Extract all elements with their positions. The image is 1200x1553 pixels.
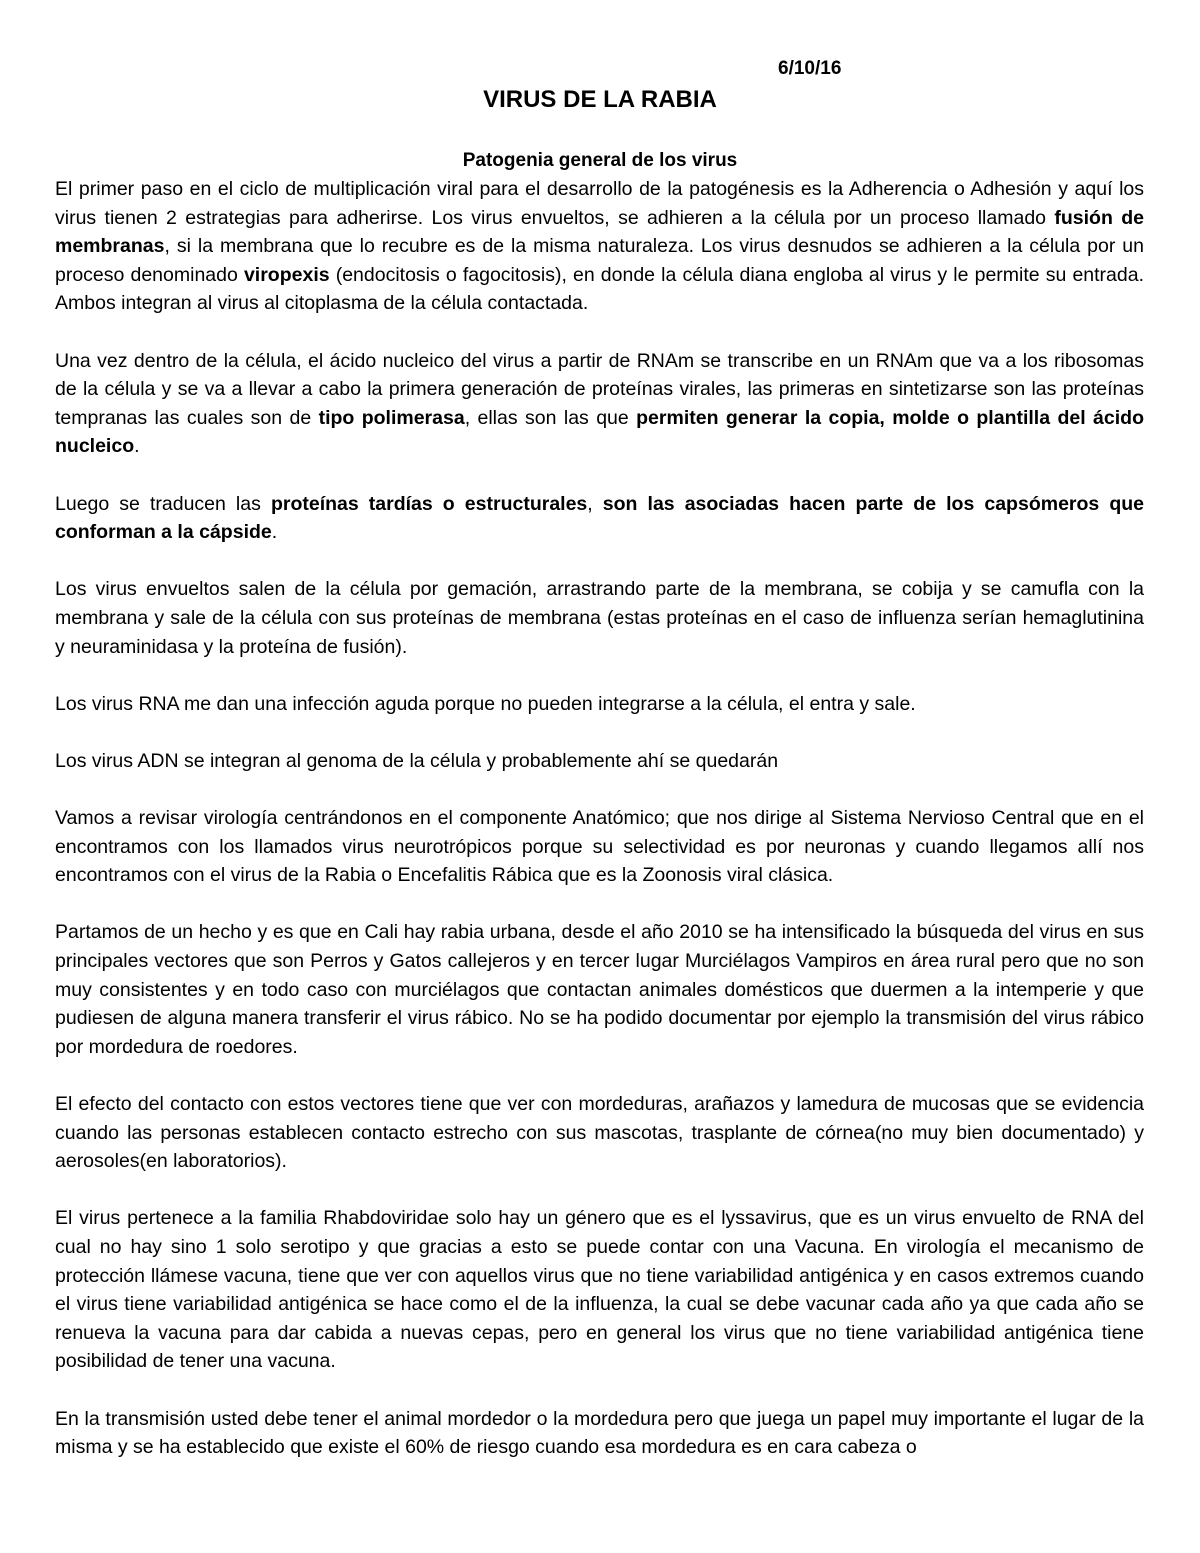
paragraph bbox=[55, 175, 1144, 318]
text-run: Luego se traducen las bbox=[55, 492, 271, 515]
text-run: Los virus ADN se integran al genoma de la célula y probablemente ahí se quedarán bbox=[55, 749, 779, 772]
text-run: , si la membrana que lo recubre es de la misma naturaleza. Los virus desnudos se adhieren a la célula por un proceso denominado bbox=[55, 235, 1144, 286]
text-run: En la transmisión usted debe tener el animal mordedor o la mordedura pero que juega un papel muy importante el lugar de la misma y se ha establecido que existe el 60% de riesgo cuando esa mordedura es en cara cabeza o bbox=[55, 1407, 1144, 1459]
text-run: Partamos de un hecho y es que en Cali hay rabia urbana, desde el año 2010 se ha intensificado la búsqueda del virus en sus principales vectores que son Perros y Gatos callejeros y en tercer lugar Murciélagos Vampiros en área rural pero que no son muy consistentes y en todo caso con murciélagos que contactan animales domésticos que duermen a la intemperie y que pudiesen de alguna manera transferir el virus rábico. No se ha podido documentar por ejemplo la transmisión del virus rábico por mordedura de roedores. bbox=[55, 921, 1144, 1058]
document-title: VIRUS DE LA RABIA bbox=[483, 86, 717, 113]
text-run: , ellas son las que bbox=[464, 406, 637, 429]
text-run: Vamos a revisar virología centrándonos en el componente Anatómico; que nos dirige al Sistema Nervioso Central que en el encontramos con los llamados virus neurotrópicos porque su selectividad es por neuronas y cuando llegamos allí nos encontramos con el virus de la Rabia o Encefalitis Rábica que es la Zoonosis viral clásica. bbox=[55, 807, 1144, 887]
bold-text: fusión de membranas bbox=[55, 206, 1144, 258]
text-run: , bbox=[587, 492, 603, 515]
paragraph bbox=[55, 1090, 1144, 1176]
paragraph bbox=[55, 490, 1144, 547]
bold-text: tipo polimerasa bbox=[318, 406, 465, 429]
bold-text: viropexis bbox=[243, 263, 330, 286]
paragraph bbox=[55, 804, 1144, 890]
text-run: El primer paso en el ciclo de multiplicación viral para el desarrollo de la patogénesis es la Adherencia o Adhesión y aquí los virus tienen 2 estrategias para adherirse. Los virus envueltos, se adhieren a la célula por un proceso llamado bbox=[55, 178, 1144, 229]
bold-text: permiten generar la copia, molde o plantilla del ácido nucleico bbox=[55, 406, 1144, 458]
paragraph bbox=[55, 575, 1144, 661]
text-run: Una vez dentro de la célula, el ácido nucleico del virus a partir de RNAm se transcribe en un RNAm que va a los ribosomas de la célula y se va a llevar a cabo la primera generación de proteínas virales, las primeras en sintetizarse son las proteínas tempranas las cuales son de bbox=[55, 349, 1144, 429]
paragraph bbox=[55, 1405, 1144, 1462]
text-run: El virus pertenece a la familia Rhabdoviridae solo hay un género que es el lyssavirus, que es un virus envuelto de RNA del cual no hay sino 1 solo serotipo y que gracias a esto se puede contar con una Vacuna. En virología el mecanismo de protección llámese vacuna, tiene que ver con aquellos virus que no tiene variabilidad antigénica y en casos extremos cuando el virus tiene variabilidad antigénica se hace como el de la influenza, la cual se debe vacunar cada año ya que cada año se renueva la vacuna para dar cabida a nuevas cepas, pero en general los virus que no tiene variabilidad antigénica tiene posibilidad de tener una vacuna. bbox=[55, 1207, 1144, 1373]
text-run: (endocitosis o fagocitosis), en donde la célula diana engloba al virus y le permite su entrada. Ambos integran al virus al citoplasma de la célula contactada. bbox=[55, 263, 1144, 315]
paragraph bbox=[55, 1204, 1144, 1376]
text-run: El efecto del contacto con estos vectores tiene que ver con mordeduras, arañazos y lamedura de mucosas que se evidencia cuando las personas establecen contacto estrecho con sus mascotas, trasplante de córnea(no muy bien documentado) y aerosoles(en laboratorios). bbox=[55, 1093, 1144, 1173]
text-run: . bbox=[134, 435, 140, 458]
bold-text: proteínas tardías o estructurales bbox=[270, 492, 588, 515]
paragraph bbox=[55, 690, 1144, 719]
document-body bbox=[55, 175, 1144, 1462]
text-run: . bbox=[271, 521, 278, 544]
document-date: 6/10/16 bbox=[778, 58, 842, 79]
bold-text: son las asociadas hacen parte de los capsómeros que conforman a la cápside bbox=[55, 492, 1144, 544]
text-run: Los virus envueltos salen de la célula por gemación, arrastrando parte de la membrana, se cobija y se camufla con la membrana y sale de la célula con sus proteínas de membrana (estas proteínas en el caso de influenza serían hemaglutinina y neuraminidasa y la proteína de fusión). bbox=[55, 578, 1144, 658]
paragraph bbox=[55, 347, 1144, 461]
section-heading: Patogenia general de los virus bbox=[462, 150, 738, 171]
paragraph bbox=[55, 918, 1144, 1061]
text-run: Los virus RNA me dan una infección aguda porque no pueden integrarse a la célula, el entra y sale. bbox=[55, 692, 916, 715]
paragraph bbox=[55, 747, 1144, 776]
